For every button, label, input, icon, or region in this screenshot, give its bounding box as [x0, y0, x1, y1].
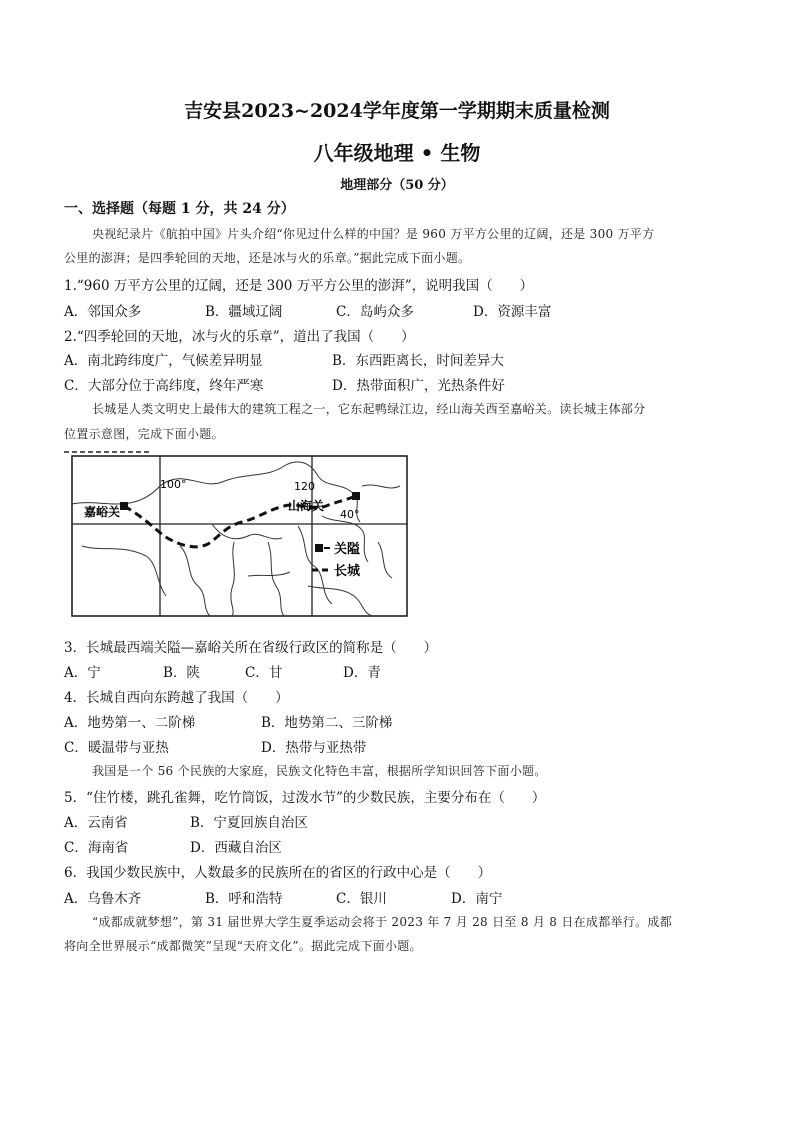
legend-pass-label: 关隘: [334, 542, 361, 557]
q1-option-a: A．邻国众多: [64, 304, 142, 320]
q6-option-b: B．呼和浩特: [205, 891, 283, 907]
question-5-stem: 5．“住竹楼，跳孔雀舞，吃竹筒饭，过泼水节”的少数民族，主要分布在（ ）: [64, 790, 546, 806]
q4-option-c: C．暖温带与亚热: [64, 740, 169, 756]
question-4-stem: 4．长城自西向东跨越了我国（ ）: [64, 690, 289, 706]
legend-wall-label: 长城: [334, 564, 361, 579]
q5-option-c: C．海南省: [64, 840, 129, 856]
q6-option-c: C．银川: [336, 891, 387, 907]
q2-option-c: C．大部分位于高纬度，终年严寒: [64, 378, 264, 394]
question-2-stem: 2.“四季轮回的天地，冰与火的乐章”，道出了我国（ ）: [64, 329, 415, 345]
shanhaiguan-pass-marker: [352, 492, 360, 500]
section-heading: 一、选择题（每题 1 分，共 24 分）: [64, 201, 295, 217]
q3-option-a: A．宁: [64, 665, 101, 681]
q1-option-d: D．资源丰富: [473, 304, 552, 320]
intro-passage-4-line-1: “成都成就梦想”，第 31 届世界大学生夏季运动会将于 2023 年 7 月 28 日至 8 月 8 日在成都举行。成都: [92, 915, 673, 929]
q4-option-b: B．地势第二、三阶梯: [261, 715, 393, 731]
lat-40-label: 40°: [340, 508, 360, 521]
q5-option-d: D．西藏自治区: [190, 840, 282, 856]
intro-passage-3: 我国是一个 56 个民族的大家庭，民族文化特色丰富，根据所学知识回答下面小题。: [92, 764, 547, 778]
q4-option-d: D．热带与亚热带: [261, 740, 367, 756]
lon-100-label: 100°: [160, 478, 187, 491]
q6-option-a: A．乌鲁木齐: [64, 891, 142, 907]
q2-option-b: B．东西距离长，时间差异大: [332, 353, 504, 369]
jiayuguan-pass-marker: [120, 502, 128, 510]
q3-option-d: D．青: [343, 665, 381, 681]
q1-option-c: C．岛屿众多: [336, 304, 414, 320]
question-1-stem: 1.“960 万平方公里的辽阔，还是 300 万平方公里的澎湃”，说明我国（ ）: [64, 278, 534, 294]
part-heading: 地理部分（50 分）: [340, 178, 454, 193]
lon-120-label: 120: [294, 480, 315, 493]
q2-option-d: D．热带面积广，光热条件好: [332, 378, 505, 394]
intro-passage-2-line-2: 位置示意图，完成下面小题。: [64, 427, 224, 441]
q1-option-b: B．疆域辽阔: [205, 304, 283, 320]
q3-option-c: C．甘: [245, 665, 283, 681]
shanhaiguan-label: 山海关: [288, 499, 325, 513]
q5-option-b: B．宁夏回族自治区: [190, 815, 308, 831]
map-frame: [72, 456, 407, 616]
exam-title: 吉安县2023~2024学年度第一学期期末质量检测: [184, 100, 610, 122]
exam-subtitle: 八年级地理 • 生物: [313, 141, 481, 165]
legend-pass-symbol: [315, 544, 323, 552]
great-wall-map: [62, 446, 412, 620]
jiayuguan-label: 嘉峪关: [84, 505, 121, 519]
q4-option-a: A．地势第一、二阶梯: [64, 715, 196, 731]
intro-passage-1-line-2: 公里的澎湃；是四季轮回的天地，还是冰与火的乐章。”据此完成下面小题。: [64, 251, 471, 265]
q3-option-b: B．陕: [163, 665, 200, 681]
question-3-stem: 3．长城最西端关隘—嘉峪关所在省级行政区的简称是（ ）: [64, 640, 438, 656]
intro-passage-1-line-1: 央视纪录片《航拍中国》片头介绍“你见过什么样的中国？是 960 万平方公里的辽阔，还是 300 万平方: [92, 227, 655, 241]
q5-option-a: A．云南省: [64, 815, 128, 831]
q2-option-a: A．南北跨纬度广，气候差异明显: [64, 353, 263, 369]
intro-passage-2-line-1: 长城是人类文明史上最伟大的建筑工程之一，它东起鸭绿江边，经山海关西至嘉峪关。读长城主体部分: [92, 402, 646, 416]
q6-option-d: D．南宁: [451, 891, 503, 907]
question-6-stem: 6．我国少数民族中，人数最多的民族所在的省区的行政中心是（ ）: [64, 865, 492, 881]
intro-passage-4-line-2: 将向全世界展示“成都微笑”呈现“天府文化”。据此完成下面小题。: [64, 939, 422, 953]
